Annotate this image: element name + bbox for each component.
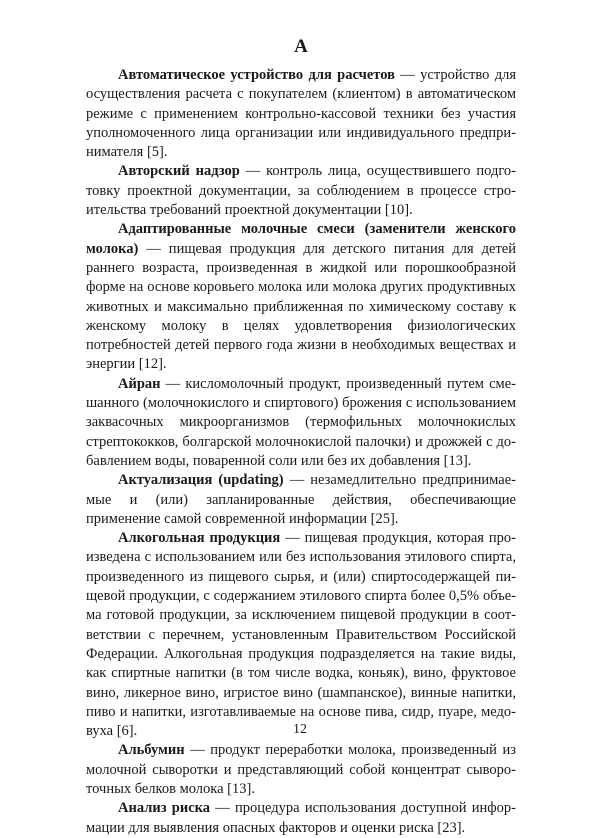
entry-term: Анализ риска: [118, 800, 211, 817]
entry-definition: — кисломолочный продукт, произведенный путем смешанного (молочнокислого и спиртового) брожения с использованием заквасочных микроорганизмов (термофильных молочнокислых стрептококков, болгарской молочнокислой палочки) и дрожжей с добавлением воды, поваренной соли или без их добавления [13].: [86, 375, 516, 469]
entry-albumin: [86, 741, 516, 799]
entry-term: Авторский надзор: [118, 163, 240, 180]
entry-definition: — продукт переработки молока, произведенный из молочной сыворотки и представляющий собой концентрат сывороточных белков молока [13].: [86, 742, 516, 797]
entry-adapted-milk-formulas: [86, 220, 516, 374]
entry-term: Алкогольная продукция: [118, 530, 281, 547]
entry-updating: [86, 471, 516, 529]
entry-ayran: [86, 375, 516, 471]
entry-definition: — пищевая продукция для детского питания для детей раннего возраста, произведенная в жидкой или порошкообразной форме на основе коровьего молока или молока других продуктивных животных и максимально приближенная по химическому составу к женскому молоку в целях удовлетворения физиологических потребностей детей первого года жизни в необходимых веществах и энергии [12].: [86, 240, 516, 373]
entry-term: Актуализация (updating): [118, 472, 284, 489]
entry-term: Адаптированные молочные смеси (заменители женского молока): [86, 221, 516, 257]
entry-term: Альбумин: [118, 742, 185, 759]
dictionary-page: [86, 36, 516, 838]
section-letter: А: [294, 36, 308, 57]
entry-definition: — контроль лица, осуществившего подготовку проектной документации, за соблюдением в процессе строительства требований проектной документации [10].: [86, 163, 517, 219]
entry-term: Айран: [118, 375, 161, 392]
entry-automatic-device: [86, 66, 516, 162]
entry-definition: — незамедлительно предпринимаемые и (или) запланированные действия, обеспечивающие применение самой современной информации [25].: [86, 472, 516, 527]
entry-definition: — устройство для осуществления расчета с покупателем (клиентом) в автоматическом режиме с применением контрольно-кассовой техники без участия уполномоченного лица организации или индивидуального предпринимателя [5].: [86, 67, 517, 161]
page-number: 12: [293, 722, 307, 737]
entry-risk-analysis: [86, 799, 516, 838]
entry-term: Автоматическое устройство для расчетов: [118, 67, 395, 83]
entry-alcoholic-products: [86, 529, 516, 741]
entry-author-supervision: [86, 162, 516, 220]
entry-definition: — пищевая продукция, которая произведена с использованием или без использования этилового спирта, произведенного из пищевого сырья, и (или) спиртосодержащей пищевой продукции, с содержанием этилового спирта более 0,5% объема готовой продукции, за исключением пищевой продукции в соответствии с перечнем, установленным Правительством Российской Федерации. Алкогольная продукция подразделяется на такие виды, как спиртные напитки (в том числе водка, коньяк), вино, фруктовое вино, ликерное вино, игристое вино (шампанское), винные напитки, пиво и напитки, изготавливаемые на основе пива, сидр, пуаре, медовуха [6].: [86, 530, 516, 740]
entry-definition: — процедура использования доступной информации для выявления опасных факторов и оценки риска [23].: [86, 800, 516, 836]
